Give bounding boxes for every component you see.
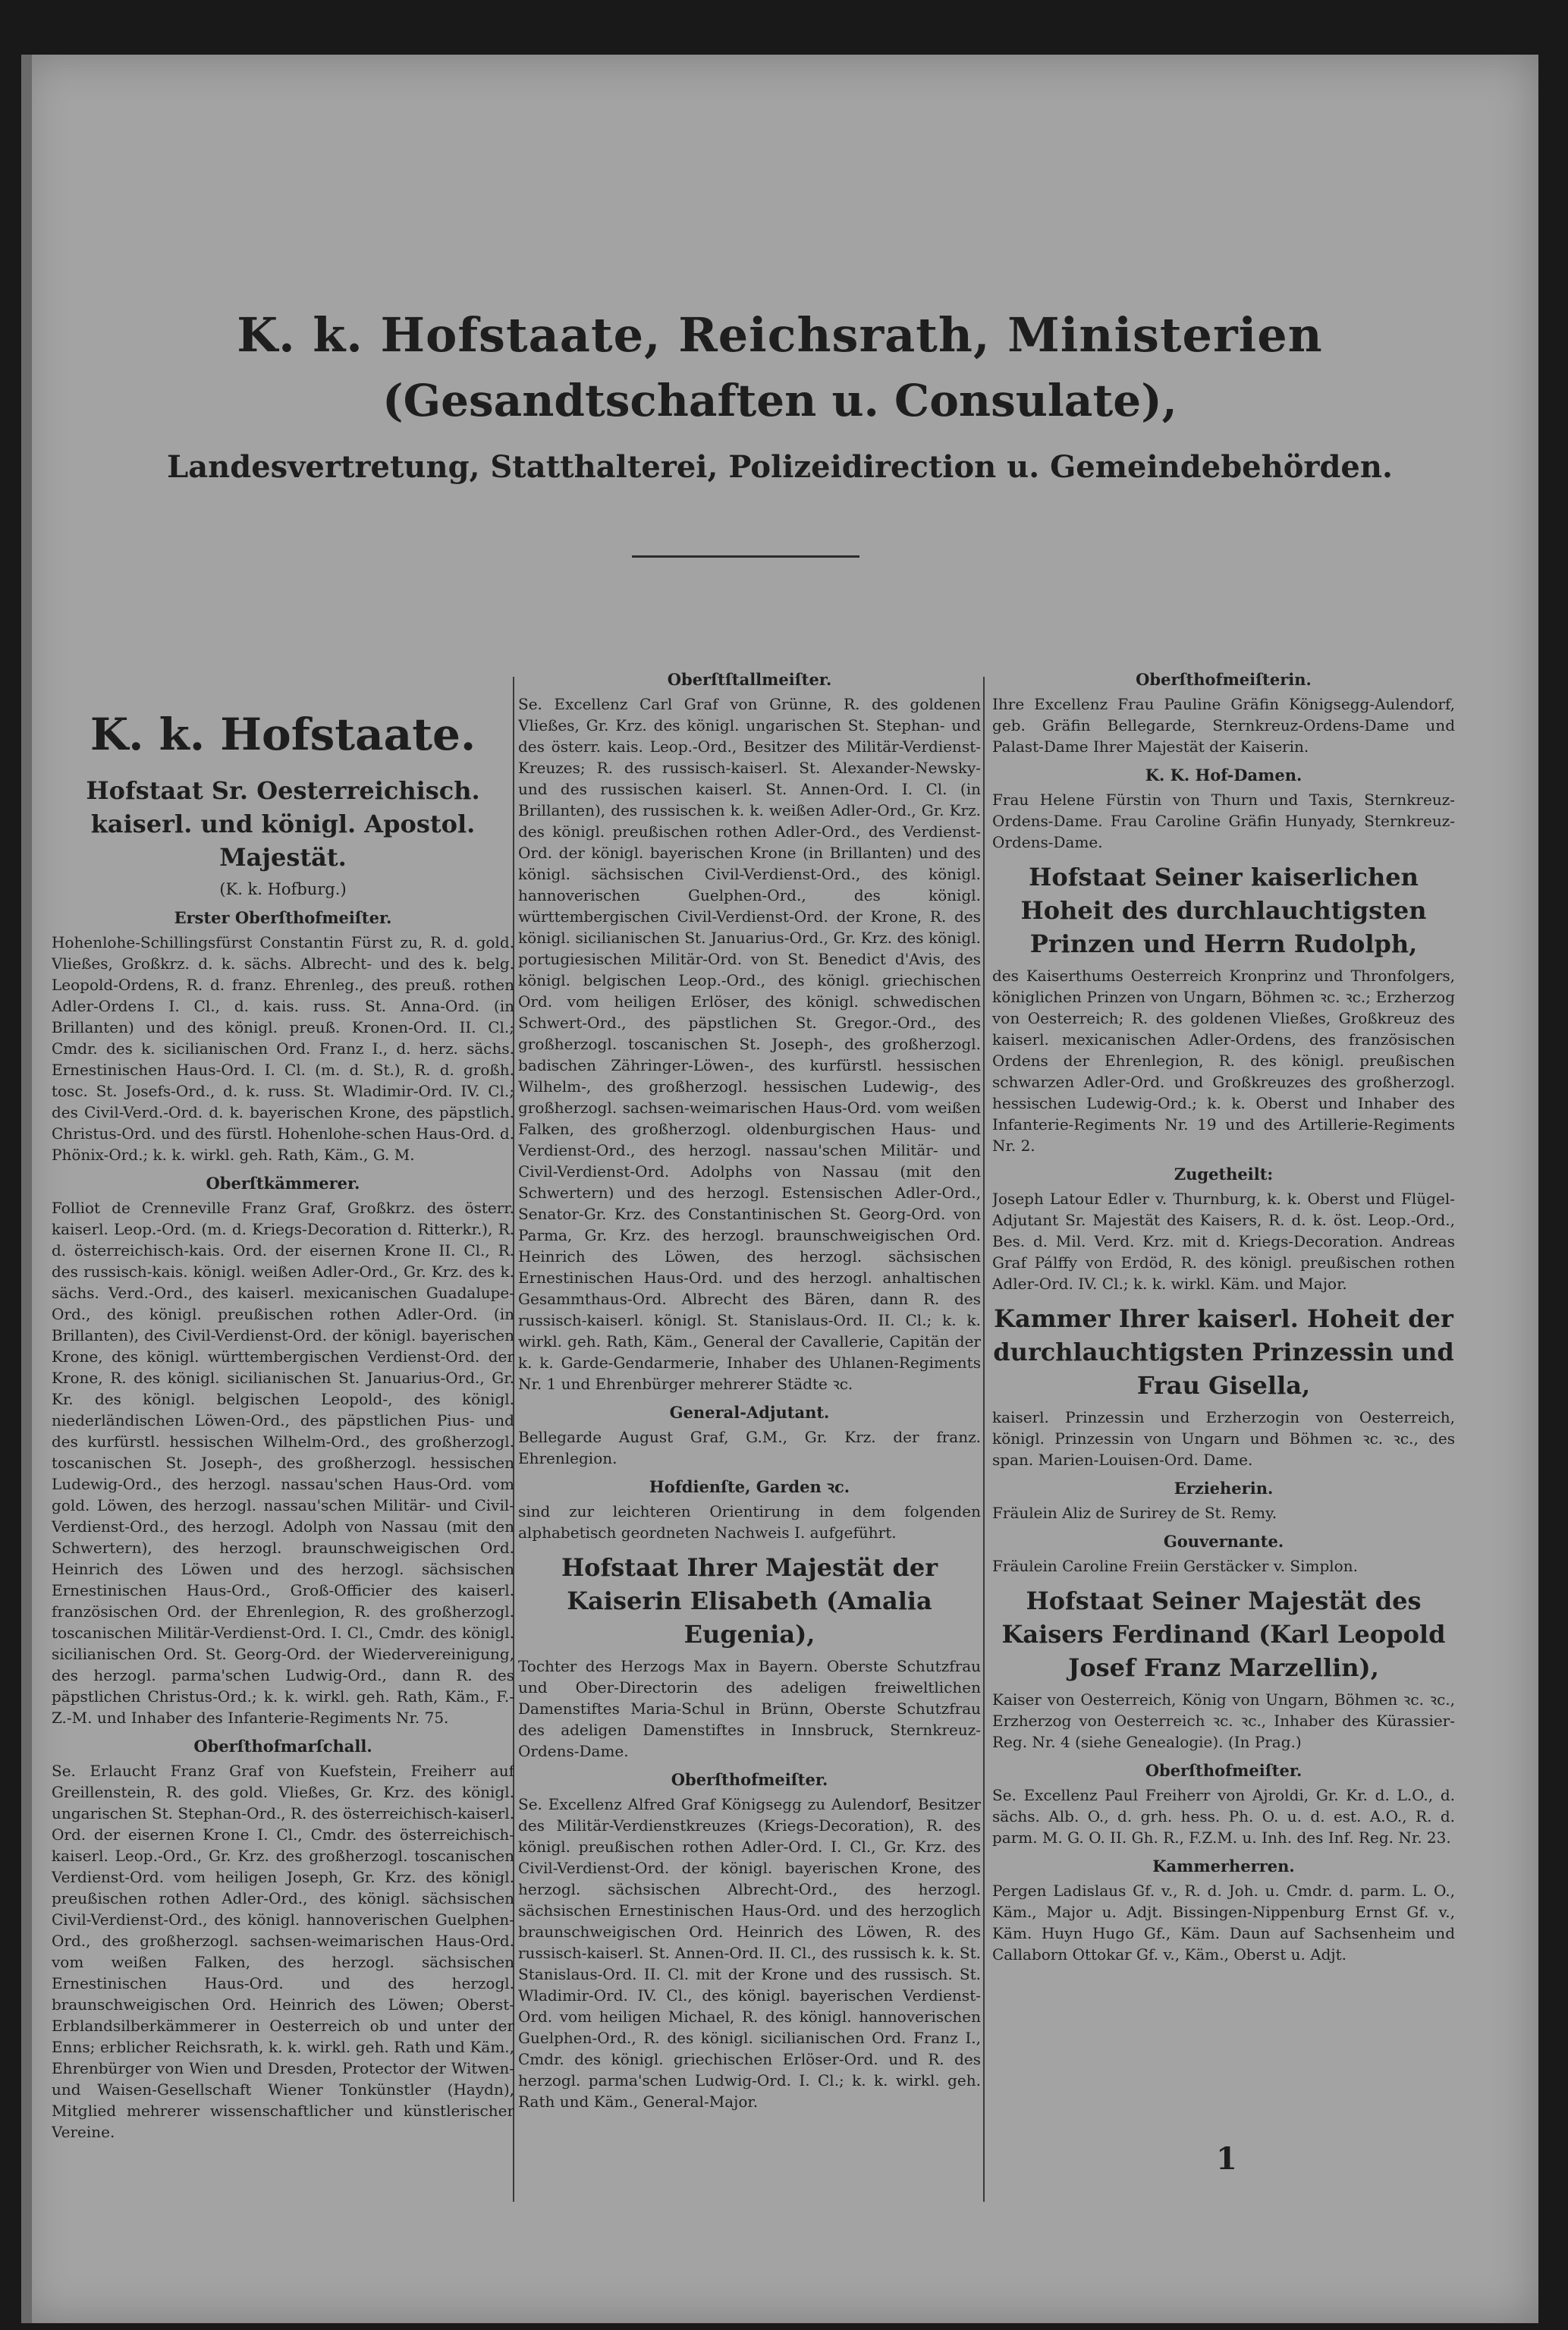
entry-text: Folliot de Crenneville Franz Graf, Großkrz. des österr. kaiserl. Leop.-Ord. (m. d. Kriegs-Decoration d. Ritterkr.), R. d. österreichisch-kais. Ord. der eisernen Krone II. Cl., R. des russisch-kais. königl. weißen Adler-Ord., Gr. Krz. des k. sächs. Verd.-Ord., des kaiserl. mexicanischen Guadalupe-Ord., des königl. preußischen rothen Adler-Ord. (in Brillanten), des Civil-Verdienst-Ord. der königl. bayerischen Krone, des königl. württembergischen Verdienst-Ord. der Krone, R. des königl. sicilianischen St. Januarius-Ord., Gr. Kr. des königl. belgischen Leopold-, des königl. niederländischen Löwen-Ord., des päpstlichen Pius- und des kurfürstl. hessischen Wilhelm-Ord., des großherzogl. toscanischen St. Joseph-, des großherzogl. hessischen Ludewig-Ord., des herzogl. nassau'schen Haus-Ord. vom gold. Löwen, des herzogl. nassau'schen Militär- und Civil-Verdienst-Ord., des herzogl. Adolph von Nassau (mit den Schwertern), des herzogl. braunschweigischen Ord. Heinrich des Löwen und des herzogl. sächsischen Ernestinischen Haus-Ord., Groß-Officier des kaiserl. französischen Ord. der Ehrenlegion, R. des großherzogl. toscanischen Militär-Verdienst-Ord. I. Cl., Cmdr. des königl. sicilianischen Ord. St. Georg-Ord. der Wiedervereinigung, des herzogl. parma'schen Ludwig-Ord., dann R. des päpstlichen Christus-Ord.; k. k. wirkl. geh. Rath, Käm., F.-Z.-M. und Inhaber des Infanterie-Regiments Nr. 75. (52, 1199, 514, 1727)
section-title: Hofstaat Ihrer Majestät der Kaiserin Elisabeth (Amalia Eugenia), (561, 1553, 938, 1649)
entry-subhead: Zugetheilt: (1174, 1165, 1274, 1184)
section-text: Kaiser von Oesterreich, König von Ungarn, Böhmen ꝛc. ꝛc., Erzherzog von Oesterreich ꝛc. ꝛc., Inhaber des Kürassier-Reg. Nr. 4 (siehe Genealogie). (In Prag.) (992, 1690, 1455, 1751)
entry-subhead: Gouvernante. (1163, 1532, 1284, 1551)
column-2 (518, 662, 981, 2202)
entry-subhead: Oberſtkämmerer. (206, 1174, 360, 1193)
section-text: des Kaiserthums Oesterreich Kronprinz und Thronfolgers, königlichen Prinzen von Ungarn, Böhmen ꝛc. ꝛc.; Erzherzog von Oesterreich; R. des goldenen Vließes, Großkreuz des kaiserl. mexicanischen Adler-Ordens, des französischen Ordens der Ehrenlegion, R. des königl. preußischen schwarzen Adler-Ord. und Großkreuzes des großherzogl. hessischen Ludewig-Ord.; k. k. Oberst und Inhaber des Infanterie-Regiments Nr. 19 und des Artillerie-Regiments Nr. 2. (992, 967, 1455, 1155)
section-text: Tochter des Herzogs Max in Bayern. Oberste Schutzfrau und Ober-Directorin des adeligen freiweltlichen Damenstiftes Maria-Schul in Brünn, Oberste Schutzfrau des adeligen Damenstiftes in Innsbruck, Sternkreuz-Ordens-Dame. (518, 1657, 981, 1760)
section-title: Hofstaat Seiner Majestät des Kaisers Ferdinand (Karl Leopold Josef Franz Marzellin), (1001, 1586, 1446, 1682)
entry-text: Se. Excellenz Carl Graf von Grünne, R. des goldenen Vließes, Gr. Krz. des königl. ungarischen St. Stephan- und des österr. kais. Leop.-Ord., Besitzer des Militär-Verdienst-Kreuzes; R. des russisch-kaiserl. St. Alexander-Newsky- und des russischen kaiserl. St. Annen-Ord. I. Cl. (in Brillanten), des russischen k. k. weißen Adler-Ord., Gr. Krz. des königl. preußischen rothen Adler-Ord., des Verdienst-Ord. der königl. bayerischen Krone (in Brillanten) und des königl. sächsischen Civil-Verdienst-Ord., des königl. hannoverischen Guelphen-Ord., des königl. württembergischen Civil-Verdienst-Ord. der Krone, R. des königl. sicilianischen St. Januarius-Ord., Gr. Krz. des königl. portugiesischen Militär-Ord. von St. Benedict d'Avis, des königl. belgischen Leop.-Ord., des königl. griechischen Ord. vom heiligen Erlöser, des königl. schwedischen Schwert-Ord., des päpstlichen St. Gregor.-Ord., des großherzogl. toscanischen St. Joseph-, des großherzogl. badischen Zähringer-Löwen-, des kurfürstl. hessischen Wilhelm-, des großherzogl. hessischen Ludewig-, des großherzogl. sachsen-weimarischen Haus-Ord. vom weißen Falken, des großherzogl. oldenburgischen Haus- und Verdienst-Ord., des herzogl. nassau'schen Militär- und Civil-Verdienst-Ord. Adolphs von Nassau (mit den Schwertern) und des herzogl. Estensischen Adler-Ord., Senator-Gr. Krz. des Constantinischen St. Georg-Ord. von Parma, Gr. Krz. des herzogl. braunschweigischen Ord. Heinrich des Löwen, des herzogl. sächsischen Ernestinischen Haus-Ord. und des herzogl. anhaltischen Gesammthaus-Ord. Albrecht des Bären, dann R. des russisch-kaiserl. königl. St. Stanislaus-Ord. II. Cl.; k. k. wirkl. geh. Rath, Käm., General der Cavallerie, Capitän der k. k. Garde-Gendarmerie, Inhaber des Uhlanen-Regiments Nr. 1 und Ehrenbürger mehrerer Städte ꝛc. (518, 695, 981, 1393)
entry-text: sind zur leichteren Orientirung in dem folgenden alphabetisch geordneten Nachweis I. aufgeführt. (518, 1502, 981, 1542)
page (21, 55, 1538, 2323)
entry-text: Se. Excellenz Paul Freiherr von Ajroldi, Gr. Kr. d. L.O., d. sächs. Alb. O., d. grh. hess. Ph. O. u. d. est. A.O., R. d. parm. M. G. O. II. Gh. R., F.Z.M. u. Inh. des Inf. Reg. Nr. 23. (992, 1786, 1455, 1847)
entry-subhead: General-Adjutant. (669, 1403, 830, 1422)
page-number: 1 (1216, 2141, 1237, 2177)
entry-subhead: Erster Oberſthofmeiſter. (174, 908, 392, 927)
column-3 (992, 662, 1455, 2202)
entry-subhead: Kammerherren. (1152, 1857, 1295, 1876)
entry-text: Joseph Latour Edler v. Thurnburg, k. k. Oberst und Flügel-Adjutant Sr. Majestät des Kaisers, R. d. k. öst. Leop.-Ord., Bes. d. Mil. Verd. Krz. mit d. Kriegs-Decoration. Andreas Graf Pálffy von Erdöd, R. des königl. preußischen rothen Adler-Ord. IV. Cl.; k. k. wirkl. Käm. und Major. (992, 1190, 1455, 1293)
main-title: K. k. Hofstaate, Reichsrath, Ministerien (237, 307, 1323, 363)
entry-text: Se. Excellenz Alfred Graf Königsegg zu Aulendorf, Besitzer des Militär-Verdienstkreuzes (Kriegs-Decoration), R. des königl. preußischen rothen Adler-Ord. I. Cl., Gr. Krz. des Civil-Verdienst-Ord. der königl. bayerischen Krone, des herzogl. sächsischen Albrecht-Ord., des herzogl. sächsischen Ernestinischen Haus-Ord. und des herzoglich braunschweigischen Ord. Heinrich des Löwen, R. des russisch-kaiserl. St. Annen-Ord. II. Cl., des russisch k. k. St. Stanislaus-Ord. II. Cl. mit der Krone und des russisch. St. Wladimir-Ord. IV. Cl., des königl. bayerischen Verdienst-Ord. vom heiligen Michael, R. des königl. hannoverischen Guelphen-Ord., R. des königl. sicilianischen Ord. Franz I., Cmdr. des königl. griechischen Erlöser-Ord. und R. des herzogl. parma'schen Ludwig-Ord. I. Cl.; k. k. wirkl. geh. Rath und Käm., General-Major. (518, 1795, 981, 2111)
entry-text: Ihre Excellenz Frau Pauline Gräfin Königsegg-Aulendorf, geb. Gräfin Bellegarde, Sternkreuz-Ordens-Dame und Palast-Dame Ihrer Majestät der Kaiserin. (992, 695, 1455, 756)
subtitle-line-2: Landesvertretung, Statthalterei, Polizeidirection u. Gemeindebehörden. (167, 449, 1393, 485)
section-text: kaiserl. Prinzessin und Erzherzogin von Oesterreich, königl. Prinzessin von Ungarn und Böhmen ꝛc. ꝛc., des span. Marien-Louisen-Ord. Dame. (992, 1408, 1455, 1469)
section-title: Hofstaat Seiner kaiserlichen Hoheit des durchlauchtigsten Prinzen und Herrn Rudolph, (1020, 863, 1427, 958)
column-divider (983, 677, 985, 2202)
entry-text: Fräulein Caroline Freiin Gerstäcker v. Simplon. (992, 1557, 1358, 1575)
entry-text: Fräulein Aliz de Surirey de St. Remy. (992, 1504, 1277, 1522)
entry-subhead: Oberſthofmeiſter. (1145, 1761, 1302, 1780)
entry-subhead: Oberſthofmeiſter. (671, 1770, 828, 1789)
entry-text: Frau Helene Fürstin von Thurn und Taxis, Sternkreuz-Ordens-Dame. Frau Caroline Gräfin Hunyady, Sternkreuz-Ordens-Dame. (992, 791, 1455, 851)
entry-subhead: Hofdienſte, Garden ꝛc. (649, 1477, 850, 1496)
title-rule (632, 555, 859, 558)
column-1 (52, 662, 514, 2202)
section-title: Kammer Ihrer kaiserl. Hoheit der durchlauchtigsten Prinzessin und Frau Gisella, (993, 1304, 1454, 1400)
section-note: (K. k. Hofburg.) (219, 880, 347, 898)
entry-subhead: Oberſthofmeiſterin. (1136, 670, 1312, 689)
subtitle: (Gesandtschaften u. Consulate), (382, 375, 1177, 426)
section-title: Hofstaat Sr. Oesterreichisch. kaiserl. und königl. Apostol. Majestät. (86, 776, 480, 872)
entry-text: Hohenlohe-Schillingsfürst Constantin Fürst zu, R. d. gold. Vließes, Großkrz. d. k. sächs. Albrecht- und des k. belg. Leopold-Ordens, R. d. franz. Ehrenleg., des preuß. rothen Adler-Ordens I. Cl., d. kais. russ. St. Anna-Ord. (in Brillanten) und des königl. preuß. Kronen-Ord. II. Cl.; Cmdr. des k. sicilianischen Ord. Franz I., d. herz. sächs. Ernestinischen Haus-Ord. I. Cl. (m. d. St.), R. d. großh. tosc. St. Josefs-Ord., d. k. russ. St. Wladimir-Ord. IV. Cl.; des Civil-Verd.-Ord. d. k. bayerischen Krone, des päpstlich. Christus-Ord. und des fürstl. Hohenlohe-schen Haus-Ord. d. Phönix-Ord.; k. k. wirkl. geh. Rath, Käm., G. M. (52, 933, 514, 1164)
entry-text: Pergen Ladislaus Gf. v., R. d. Joh. u. Cmdr. d. parm. L. O., Käm., Major u. Adjt. Bissingen-Nippenburg Ernst Gf. v., Käm. Huyn Hugo Gf., Käm. Daun auf Sachsenheim und Callaborn Ottokar Gf. v., Käm., Oberst u. Adjt. (992, 1882, 1455, 1964)
entry-subhead: Erzieherin. (1174, 1479, 1274, 1498)
entry-subhead: Oberſtſtallmeiſter. (667, 670, 832, 689)
section-heading: K. k. Hofstaate. (90, 709, 476, 760)
entry-subhead: Oberſthofmarſchall. (193, 1737, 372, 1756)
page-header (21, 305, 1538, 490)
entry-text: Bellegarde August Graf, G.M., Gr. Krz. der franz. Ehrenlegion. (518, 1428, 981, 1467)
entry-text: Se. Erlaucht Franz Graf von Kuefstein, Freiherr auf Greillenstein, R. des gold. Vließes, Gr. Krz. des königl. ungarischen St. Stephan-Ord., R. des österreichisch-kaiserl. Ord. der eisernen Krone I. Cl., Cmdr. des österreichisch-kaiserl. Leop.-Ord., Gr. Krz. des großherzogl. toscanischen Verdienst-Ord. vom heiligen Joseph, Gr. Krz. des königl. preußischen rothen Adler-Ord., des königl. sächsischen Civil-Verdienst-Ord., des königl. hannoverischen Guelphen-Ord., des großherzogl. sachsen-weimarischen Haus-Ord. vom weißen Falken, des herzogl. sächsischen Ernestinischen Haus-Ord. und des herzogl. braunschweigischen Ord. Heinrich des Löwen; Oberst-Erblandsilberkämmerer in Oesterreich ob und unter der Enns; erblicher Reichsrath, k. k. wirkl. geh. Rath und Käm., Ehrenbürger von Wien und Dresden, Protector der Witwen- und Waisen-Gesellschaft Wiener Tonkünstler (Haydn), Mitglied mehrerer wissenschaftlicher und künstlerischer Vereine. (52, 1762, 514, 2141)
entry-subhead: K. K. Hof-Damen. (1145, 766, 1302, 785)
